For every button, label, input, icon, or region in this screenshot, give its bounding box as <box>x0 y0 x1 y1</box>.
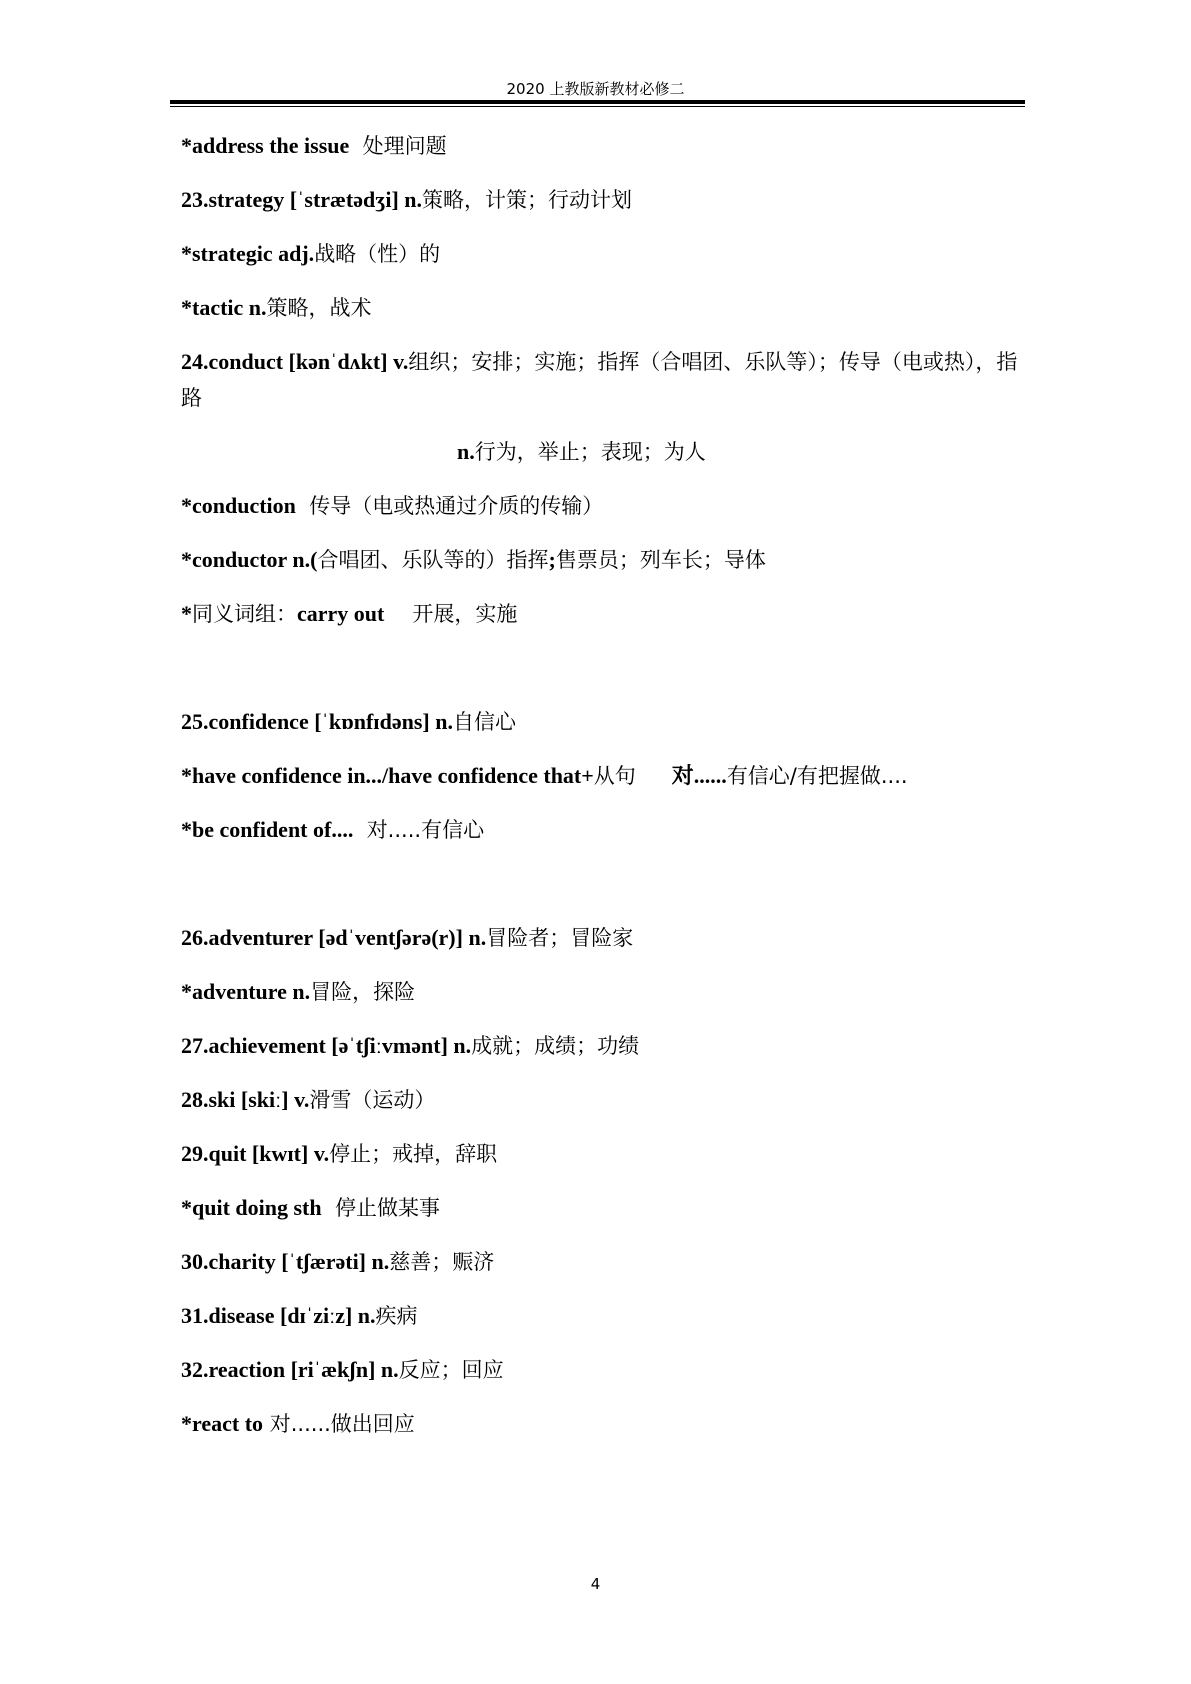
entry-strategic: *strategic adj.战略（性）的 <box>181 241 441 266</box>
entry-25-confidence: 25.confidence [ˈkɒnfɪdəns] n.自信心 <box>181 709 516 734</box>
entry-27-achievement: 27.achievement [əˈtʃiːvmənt] n.成就；成绩；功绩 <box>181 1033 640 1058</box>
entry-31-disease: 31.disease [dɪˈziːz] n.疾病 <box>181 1303 418 1328</box>
page-number: 4 <box>590 1575 601 1593</box>
entry-28-ski: 28.ski [skiː] v.滑雪（运动） <box>181 1087 436 1112</box>
entry-conduct-noun: n.行为，举止；表现；为人 <box>457 439 706 464</box>
page-header: 2020 上教版新教材必修二 <box>506 80 685 98</box>
entry-react-to: *react to 对......做出回应 <box>181 1411 415 1436</box>
entry-quit-doing: *quit doing sth 停止做某事 <box>181 1195 440 1220</box>
entry-be-confident-of: *be confident of.... 对.....有信心 <box>181 817 485 842</box>
entry-conduction: *conduction 传导（电或热通过介质的传输） <box>181 493 604 518</box>
entry-have-confidence: *have confidence in.../have confidence that+从句 对......有信心/有把握做.... <box>181 763 908 788</box>
entry-conductor: *conductor n.(合唱团、乐队等的）指挥;售票员；列车长；导体 <box>181 547 766 572</box>
entry-synonym-carry-out: *同义词组：carry out 开展，实施 <box>181 601 518 626</box>
header-rule-thin <box>170 106 1025 107</box>
entry-29-quit: 29.quit [kwɪt] v.停止；戒掉，辞职 <box>181 1141 498 1166</box>
entry-adventure: *adventure n.冒险，探险 <box>181 979 416 1004</box>
entry-address-issue: *address the issue 处理问题 <box>181 133 447 158</box>
entry-tactic: *tactic n.策略，战术 <box>181 295 372 320</box>
entry-30-charity: 30.charity [ˈtʃærəti] n.慈善；赈济 <box>181 1249 495 1274</box>
entry-23-strategy: 23.strategy [ˈstrætədʒi] n.策略，计策；行动计划 <box>181 187 633 212</box>
header-rule-thick <box>170 100 1025 104</box>
entry-24-conduct: 24.conduct [kənˈdʌkt] v.组织；安排；实施；指挥（合唱团、乐队等）；传导（电或热），指路 <box>181 349 1018 410</box>
entry-26-adventurer: 26.adventurer [ədˈventʃərə(r)] n.冒险者；冒险家 <box>181 925 634 950</box>
entry-32-reaction: 32.reaction [riˈækʃn] n.反应；回应 <box>181 1357 504 1382</box>
